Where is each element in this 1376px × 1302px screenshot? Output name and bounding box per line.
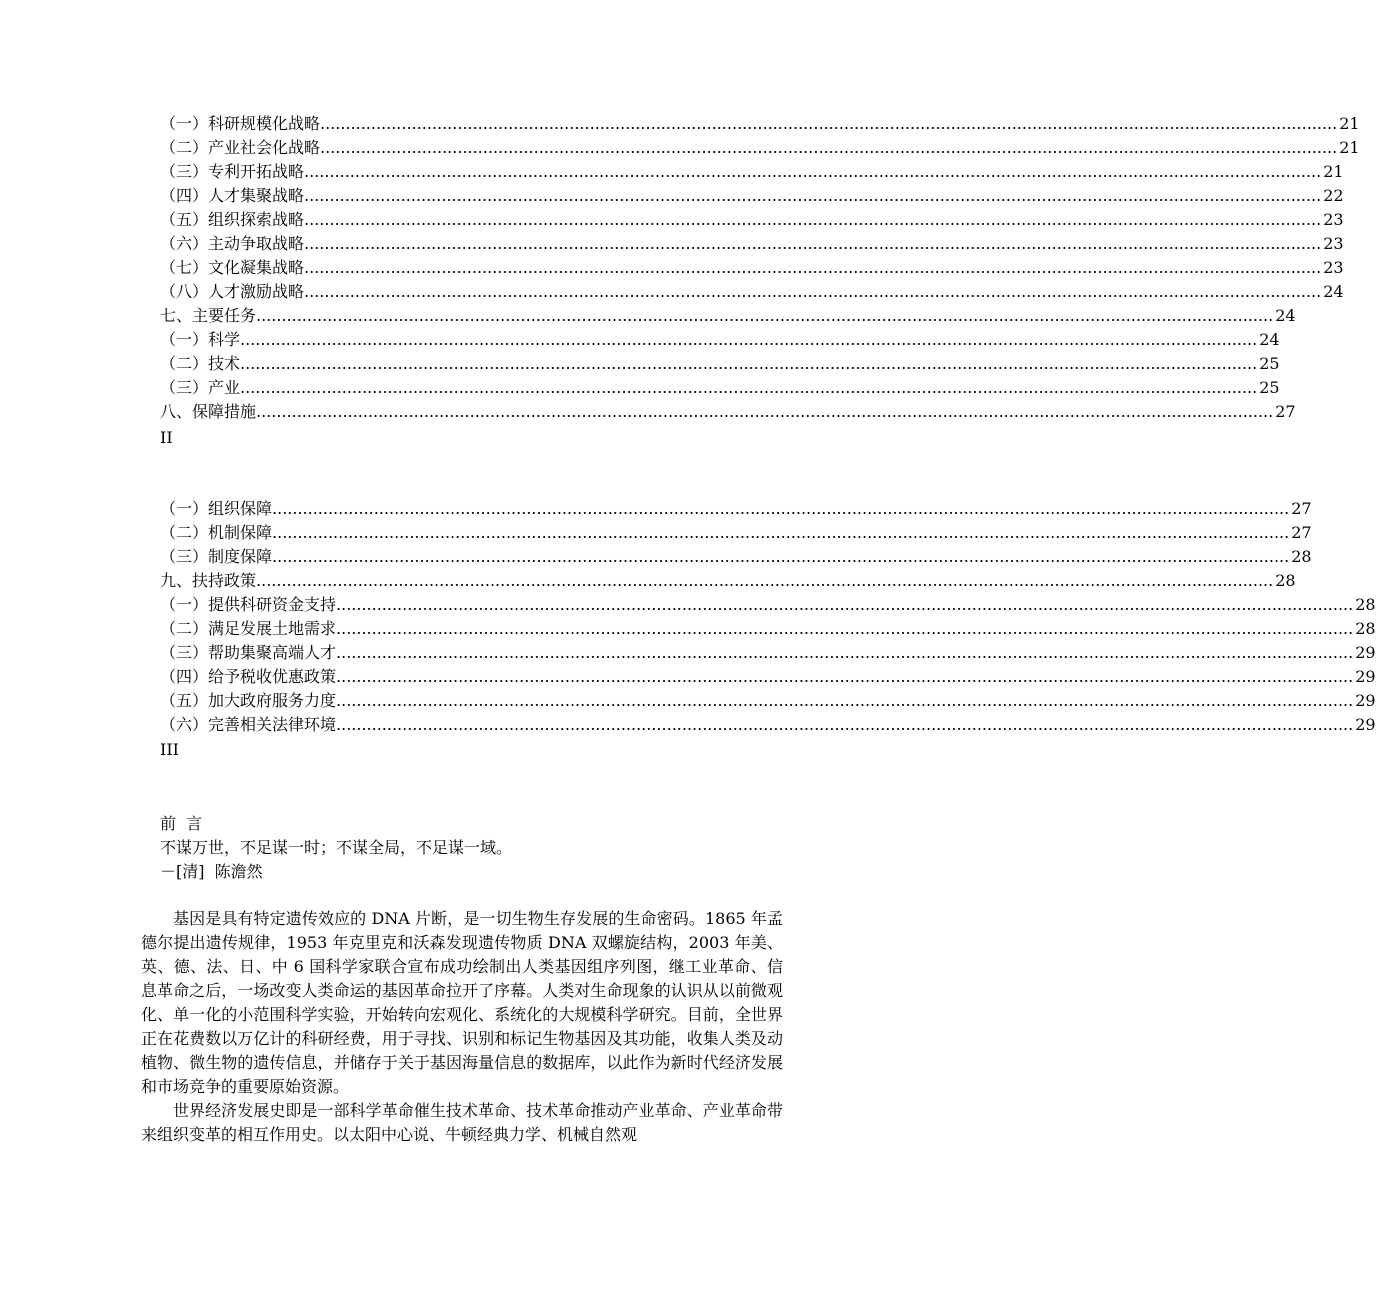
toc-dot-leader: ........................................................................................................................................................................................................	[336, 691, 1354, 710]
body-text	[141, 907, 783, 1147]
toc-entry-page: 22	[1323, 186, 1344, 205]
toc-entry-page: 21	[1339, 138, 1360, 157]
toc-entry-page: 25	[1259, 378, 1280, 397]
toc-entry[interactable]	[160, 545, 1312, 569]
toc-dot-leader: ........................................................................................................................................................................................................	[336, 643, 1354, 662]
toc-entry-label: 七、主要任务	[160, 306, 257, 325]
toc-entry-label: 九、扶持政策	[160, 571, 257, 590]
toc-entry-page: 29	[1355, 643, 1376, 662]
toc-dot-leader: ........................................................................................................................................................................................................	[272, 499, 1290, 518]
preface-block	[160, 812, 512, 884]
toc-entry-label: （一）科学	[160, 330, 241, 349]
toc-dot-leader: ........................................................................................................................................................................................................	[256, 571, 1274, 590]
toc-dot-leader: ........................................................................................................................................................................................................	[304, 234, 1322, 253]
toc-entry-label: （二）满足发展土地需求	[160, 619, 337, 638]
toc-entry-page: 21	[1323, 162, 1344, 181]
preface-quote: 不谋万世，不足谋一时；不谋全局，不足谋一域。	[160, 838, 513, 857]
toc-dot-leader: ........................................................................................................................................................................................................	[304, 162, 1322, 181]
toc-entry[interactable]	[160, 352, 1280, 376]
toc-entry[interactable]	[160, 304, 1296, 328]
preface-attribution: －[清] 陈澹然	[160, 862, 263, 881]
toc-entry[interactable]	[160, 160, 1344, 184]
toc-entry[interactable]	[160, 521, 1312, 545]
toc-entry[interactable]	[160, 689, 1376, 713]
toc-dot-leader: ........................................................................................................................................................................................................	[304, 186, 1322, 205]
toc-entry-label: （五）组织探索战略	[160, 210, 305, 229]
toc-entry[interactable]	[160, 617, 1376, 641]
toc-dot-leader: ........................................................................................................................................................................................................	[304, 258, 1322, 277]
toc-entry-label: （二）产业社会化战略	[160, 138, 321, 157]
toc-dot-leader: ........................................................................................................................................................................................................	[336, 715, 1354, 734]
toc-dot-leader: ........................................................................................................................................................................................................	[304, 210, 1322, 229]
paragraph-2: 世界经济发展史即是一部科学革命催生技术革命、技术革命推动产业革命、产业革命带来组织变革的相互作用史。以太阳中心说、牛顿经典力学、机械自然观	[141, 1101, 783, 1144]
toc-entry[interactable]	[160, 232, 1344, 256]
toc-dot-leader: ........................................................................................................................................................................................................	[304, 282, 1322, 301]
toc-entry-label: （六）主动争取战略	[160, 234, 305, 253]
toc-entry-label: （四）人才集聚战略	[160, 186, 305, 205]
toc-entry[interactable]	[160, 713, 1376, 737]
toc-dot-leader: ........................................................................................................................................................................................................	[320, 114, 1338, 133]
toc-entry-page: 28	[1275, 571, 1296, 590]
toc-entry-label: （一）科研规模化战略	[160, 114, 321, 133]
toc-entry-page: 23	[1323, 234, 1344, 253]
toc-dot-leader: ........................................................................................................................................................................................................	[336, 619, 1354, 638]
toc-entry[interactable]	[160, 665, 1376, 689]
toc-entry-label: （三）制度保障	[160, 547, 273, 566]
toc-entry-label: （四）给予税收优惠政策	[160, 667, 337, 686]
preface-heading: 前 言	[160, 814, 203, 833]
toc-entry[interactable]	[160, 376, 1280, 400]
toc-entry[interactable]	[160, 256, 1344, 280]
toc-dot-leader: ........................................................................................................................................................................................................	[256, 306, 1274, 325]
toc-entry-label: （三）专利开拓战略	[160, 162, 305, 181]
toc-entry-page: 29	[1355, 715, 1376, 734]
toc-entry-page: 28	[1355, 595, 1376, 614]
toc-entry[interactable]	[160, 136, 1360, 160]
toc-entry-page: 24	[1259, 330, 1280, 349]
toc-entry-label: （八）人才激励战略	[160, 282, 305, 301]
toc-entry-label: 八、保障措施	[160, 402, 257, 421]
toc-dot-leader: ........................................................................................................................................................................................................	[240, 378, 1258, 397]
toc-dot-leader: ........................................................................................................................................................................................................	[256, 402, 1274, 421]
toc-entry-label: （三）产业	[160, 378, 241, 397]
toc-entry-page: 24	[1323, 282, 1344, 301]
toc-entry-page: 27	[1291, 499, 1312, 518]
toc-entry-page: 21	[1339, 114, 1360, 133]
toc-entry-page: 27	[1275, 402, 1296, 421]
toc-entry-label: （二）机制保障	[160, 523, 273, 542]
toc-entry-page: 28	[1355, 619, 1376, 638]
toc-dot-leader: ........................................................................................................................................................................................................	[240, 330, 1258, 349]
toc-entry-label: （五）加大政府服务力度	[160, 691, 337, 710]
toc-entry-page: 23	[1323, 258, 1344, 277]
toc-entry[interactable]	[160, 569, 1296, 593]
toc-dot-leader: ........................................................................................................................................................................................................	[320, 138, 1338, 157]
toc-entry[interactable]	[160, 641, 1376, 665]
toc-entry-page: 29	[1355, 691, 1376, 710]
paragraph-1: 基因是具有特定遗传效应的 DNA 片断，是一切生物生存发展的生命密码。1865 年孟德尔提出遗传规律，1953 年克里克和沃森发现遗传物质 DNA 双螺旋结构，2003 年美、英、德、法、日、中 6 国科学家联合宣布成功绘制出人类基因组序列图，继工业革命、信息革命之后，一场改变人类命运的基因革命拉开了序幕。人类对生命现象的认识从以前微观化、单一化的小范围科学实验，开始转向宏观化、系统化的大规模科学研究。目前，全世界正在花费数以万亿计的科研经费，用于寻找、识别和标记生物基因及其功能，收集人类及动植物、微生物的遗传信息，并储存于关于基因海量信息的数据库，以此作为新时代经济发展和市场竞争的重要原始资源。	[141, 909, 783, 1096]
toc-entry[interactable]	[160, 112, 1360, 136]
toc-entry-label: （六）完善相关法律环境	[160, 715, 337, 734]
toc-dot-leader: ........................................................................................................................................................................................................	[272, 547, 1290, 566]
toc-dot-leader: ........................................................................................................................................................................................................	[336, 595, 1354, 614]
toc-entry-page: 29	[1355, 667, 1376, 686]
toc-entry[interactable]	[160, 328, 1280, 352]
toc-entry-label: （三）帮助集聚高端人才	[160, 643, 337, 662]
toc-dot-leader: ........................................................................................................................................................................................................	[336, 667, 1354, 686]
toc-entry-page: 28	[1291, 547, 1312, 566]
toc-entry-label: （七）文化凝集战略	[160, 258, 305, 277]
toc-entry-label: （一）提供科研资金支持	[160, 595, 337, 614]
toc-entry[interactable]	[160, 280, 1344, 304]
toc-entry-page: 23	[1323, 210, 1344, 229]
toc-entry-label: （二）技术	[160, 354, 241, 373]
toc-entry[interactable]	[160, 497, 1312, 521]
toc-dot-leader: ........................................................................................................................................................................................................	[240, 354, 1258, 373]
page-number-ii: II	[160, 428, 173, 447]
toc-entry-page: 25	[1259, 354, 1280, 373]
toc-entry[interactable]	[160, 400, 1296, 424]
toc-entry[interactable]	[160, 208, 1344, 232]
toc-dot-leader: ........................................................................................................................................................................................................	[272, 523, 1290, 542]
toc-entry[interactable]	[160, 184, 1344, 208]
toc-entry[interactable]	[160, 593, 1376, 617]
toc-entry-page: 24	[1275, 306, 1296, 325]
toc-entry-page: 27	[1291, 523, 1312, 542]
page-number-iii: III	[160, 740, 179, 759]
toc-entry-label: （一）组织保障	[160, 499, 273, 518]
